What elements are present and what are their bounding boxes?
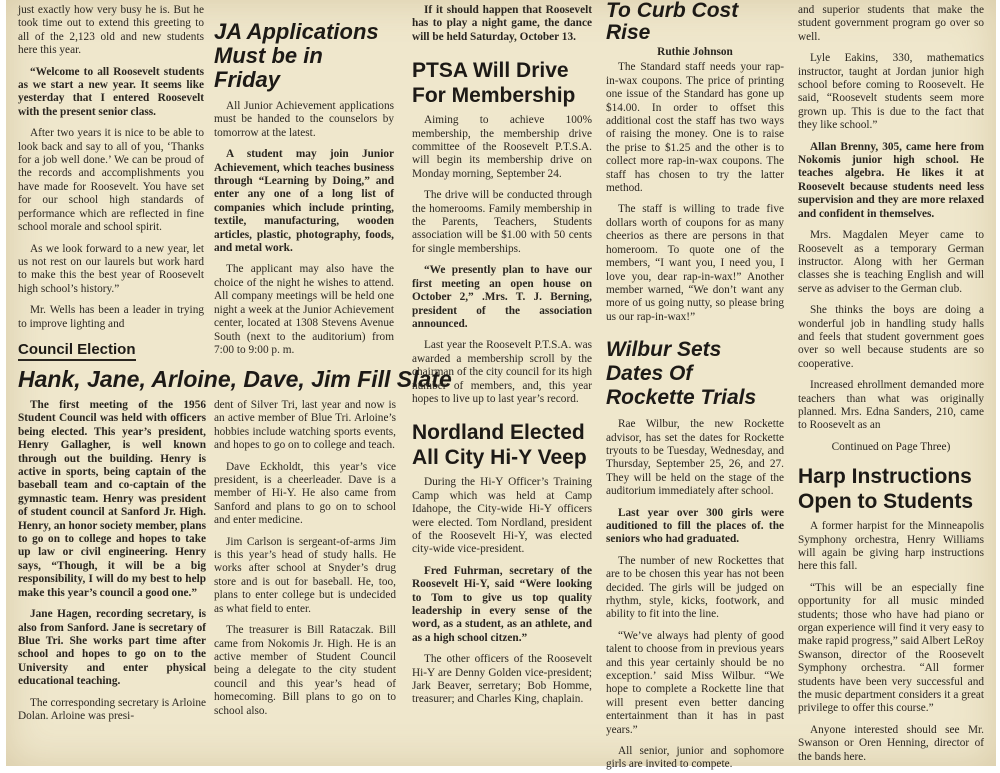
paragraph: just exactly how very busy he is. But he took time out to extend this greeting to all of the 2,123 old and new students here this year. (18, 4, 204, 57)
column-teachers-harp (798, 4, 984, 763)
paragraph: “We presently plan to have our first meeting an open house on October 2,” .Mrs. T. J. Berning, president of the association announced. (412, 264, 592, 330)
harp-paragraphs (798, 520, 984, 764)
paragraph: She thinks the boys are doing a wonderful job in handling study halls and feels that student government goes over so well because students are so cooperative. (798, 304, 984, 370)
coupons-byline: Ruthie Johnson (657, 46, 733, 58)
paragraph: The corresponding secretary is Arloine Dolan. Arloine was presi- (18, 696, 206, 722)
paragraph: The staff is willing to trade five dollars worth of coupons for as many cheerios as there are persons in that homeroom. To quote one of the members, “I want you, I need you, I love you, dear rap-in-wax!” Another member warned, “We don’t want any more of us going nutty, so please bring us our rap-in-wax!” (606, 203, 784, 323)
paragraph: Last year over 300 girls were auditioned to fill the places of. the seniors who had graduated. (606, 506, 784, 546)
column-ptsa-hiy (412, 4, 592, 759)
paragraph: Lyle Eakins, 330, mathematics instructor, taught at Jordan junior high school before coming to Roosevelt. He said, “Roosevelt students seem more grown up. This is due to the fact that they like school.” (798, 52, 984, 132)
article-ja-applications (214, 19, 394, 356)
paragraph: A former harpist for the Minneapolis Symphony orchestra, Henry Williams will again be giving harp instructions here this fall. (798, 520, 984, 573)
hiy-paragraphs (412, 476, 592, 707)
harp-headline: Harp Instructions Open to Students (798, 465, 973, 514)
paragraph: “This will be an especially fine opportunity for all music minded students; those who have had piano or organ experience will find it very easy to make rapid progress,” said Albert LeRoy Swanson, director of the Roosevelt Symphony orchestra. “All former students have been very successful and the music department considers it a great privilege to offer this course.” (798, 581, 984, 715)
ptsa-paragraphs (412, 114, 592, 406)
council-kicker (18, 341, 198, 363)
paragraph: Rae Wilbur, the new Rockette advisor, has set the dates for Rockette tryouts to be Tuesday, Wednesday, and Thursday, September 25, 26, and 27. They will be held on the stage of the auditorium immediately after school. (606, 418, 784, 498)
paragraph: All Junior Achievement applications must be handed to the counselors by tomorrow at the latest. (214, 100, 394, 139)
coupons-headline: To Curb Cost Rise (606, 0, 739, 44)
dance-note (412, 4, 592, 44)
council-left-paragraphs (18, 399, 206, 723)
paragraph: Last year the Roosevelt P.T.S.A. was awarded a membership scroll by the chairman of the city council for its high number of members, and, this year hopes to live up to last year’s record. (412, 339, 592, 405)
paragraph: The first meeting of the 1956 Student Council was held with officers being elected. This year’s president, Henry Gallagher, is well known through out the building. Henry is active in sports, being captain of the baseball team and co-captain of the gymnastic team. Henry was president of student council at Sanford Jr. High. Henry, an honor society member, plans to go on to college and hopes to take up law or civil engineering. Henry says, “Though, it will be a big responsibility, I will do my best to help make this year’s council a good one.” (18, 399, 206, 599)
paragraph: If it should happen that Roosevelt has to play a night game, the dance will be held Saturday, October 13. (412, 4, 592, 43)
paragraph: Aiming to achieve 100% membership, the membership drive committee of the Roosevelt P.T.S.A. will begin its membership drive on Monday morning, September 24. (412, 114, 592, 180)
council-left-column (18, 399, 206, 759)
hiy-headline: Nordland Elected All City Hi-Y Veep (412, 421, 587, 470)
paragraph: The drive will be conducted through the homerooms. Family membership in the Parents, Teachers, Students association will be $1.00 with 50 cents for single memberships. (412, 189, 592, 255)
paragraph: As we look forward to a new year, let us not rest on our laurels but work hard to make this the best year of Roosevelt high school’s history.” (18, 242, 204, 295)
ja-headline: JA Applications Must be in Friday (214, 19, 379, 92)
paragraph: Mrs. Magdalen Meyer came to Roosevelt as a temporary German instructor. Along with her German classes she is teaching English and will serve as adviser to the German club. (798, 229, 984, 295)
paragraph: The treasurer is Bill Rataczak. Bill came from Nokomis Jr. High. He is an active member of Student Council being a delegate to the city student council and this year’s head of homecoming. Bill plans to go on to school also. (214, 624, 396, 717)
council-kicker-text: Council Election (18, 341, 136, 361)
paragraph: The other officers of the Roosevelt Hi-Y are Denny Golden vice-president; Jark Beaver, serretary; Bob Homme, treasurer; and Charles King, chaplain. (412, 653, 592, 706)
coupons-paragraphs (606, 61, 784, 324)
paragraph: Continued on Page Three) (831, 440, 951, 453)
wilbur-headline: Wilbur Sets Dates Of Rockette Trials (606, 338, 757, 410)
paragraph: The Standard staff needs your rap-in-wax coupons. The price of printing one issue of the Standard has gone up $14.00. In order to offset this additional cost the staff has two ways of raising the money. One is to raise the prise to $1.25 and the other is to collect more rap-in-wax coupons. The staff has chosen to try the latter method. (606, 61, 784, 195)
column-welcome-letter (18, 4, 204, 332)
paragraph: “Welcome to all Roosevelt students as we start a new year. It seems like yesterday that I entered Roosevelt with the present senior class. (18, 65, 204, 118)
teachers-paragraphs (798, 4, 984, 454)
paragraph: Allan Brenny, 305, came here from Nokomis junior high school. He teaches algebra. He likes it at Roosevelt because students need less supervision and they are more relaxed and confident in themselves. (798, 140, 984, 220)
paragraph: Increased ehrollment demanded more teachers than what was originally planned. Mrs. Edna Sanders, 210, came to Roosevelt as an (798, 379, 984, 432)
paragraph: Mr. Wells has been a leader in trying to improve lighting and (18, 304, 204, 330)
paragraph: The number of new Rockettes that are to be chosen this year has not been decided. The girls will be judged on rhythm, style, kicks, footwork, and ability to fit into the line. (606, 554, 784, 621)
paragraph: and superior students that make the student government program go over so well. (798, 4, 984, 43)
paragraph: Fred Fuhrman, secretary of the Roosevelt Hi-Y, said “Were looking to Tom to give us top quality leadership in every sense of the word, as a student, as an athlete, and as a high school citzen.” (412, 564, 592, 644)
paragraph: All senior, junior and sophomore girls are invited to compete. (606, 745, 784, 771)
paragraph: Dave Eckholdt, this year’s vice president, is a cheerleader. Dave is a member of Hi-Y. He also came from Sanford and plans to go on to school and enter medicine. (214, 460, 396, 527)
ptsa-headline: PTSA Will Drive For Membership (412, 59, 576, 108)
paragraph: dent of Silver Tri, last year and now is an active member of Blue Tri. Arloine’s hobbies include watching sports events, and hopes to go on to college and teach. (214, 399, 396, 452)
column-coupons-rockettes (606, 0, 784, 771)
paragraph: During the Hi-Y Officer’s Training Camp which was held at Camp Idahope, the City-wide Hi-Y officers were elected. Tom Nordland, president of the Roosevelt Hi-Y, was elected city-wide vice-president. (412, 476, 592, 556)
welcome-paragraphs (18, 4, 204, 331)
paragraph: Jim Carlson is sergeant-of-arms Jim is this year’s head of study halls. He works after school at Snyder’s drug store and is out for baseball. He, too, plans to enter college but is undecided as what field to enter. (214, 535, 396, 615)
council-right-column (214, 399, 396, 759)
council-headline: Hank, Jane, Arloine, Dave, Jim Fill Slate (18, 366, 452, 392)
paragraph: A student may join Junior Achievement, which teaches business through “Learning by Doing,” and enter any one of a long list of companies which include printing, textile, manufacturing, wooden articles, plastic, photography, foods, and metal work. (214, 148, 394, 255)
council-right-paragraphs (214, 399, 396, 718)
paragraph: Anyone interested should see Mr. Swanson or Oren Henning, director of the bands here. (798, 723, 984, 763)
paragraph: “We’ve always had plenty of good talent to choose from in previous years and this year certainly should be no exception.’ said Miss Wilbur. “We hope to complete a Rockette line that will present even better dancing entertainment than it has in past years.” (606, 629, 784, 736)
ja-paragraphs (214, 100, 394, 357)
paragraph: After two years it is nice to be able to look back and say to all of you, ‘Thanks for a job well done.’ We can be proud of the records and accomplishments you have made for Roosevelt. You have set for our school high standards of performance which are reflected in fine school morale and school spirit. (18, 127, 204, 234)
wilbur-paragraphs (606, 418, 784, 772)
paragraph: The applicant may also have the choice of the night he wishes to attend. All company meetings will be held one night a week at the Junior Achievement center, located at 1308 Stevens Avenue South (next to the auditorium) from 7:00 to 9:00 p. m. (214, 263, 394, 356)
paragraph: Jane Hagen, recording secretary, is also from Sanford. Jane is secretary of Blue Tri. She works part time after school and hopes to go on to the University and enter physical educational teaching. (18, 608, 206, 688)
